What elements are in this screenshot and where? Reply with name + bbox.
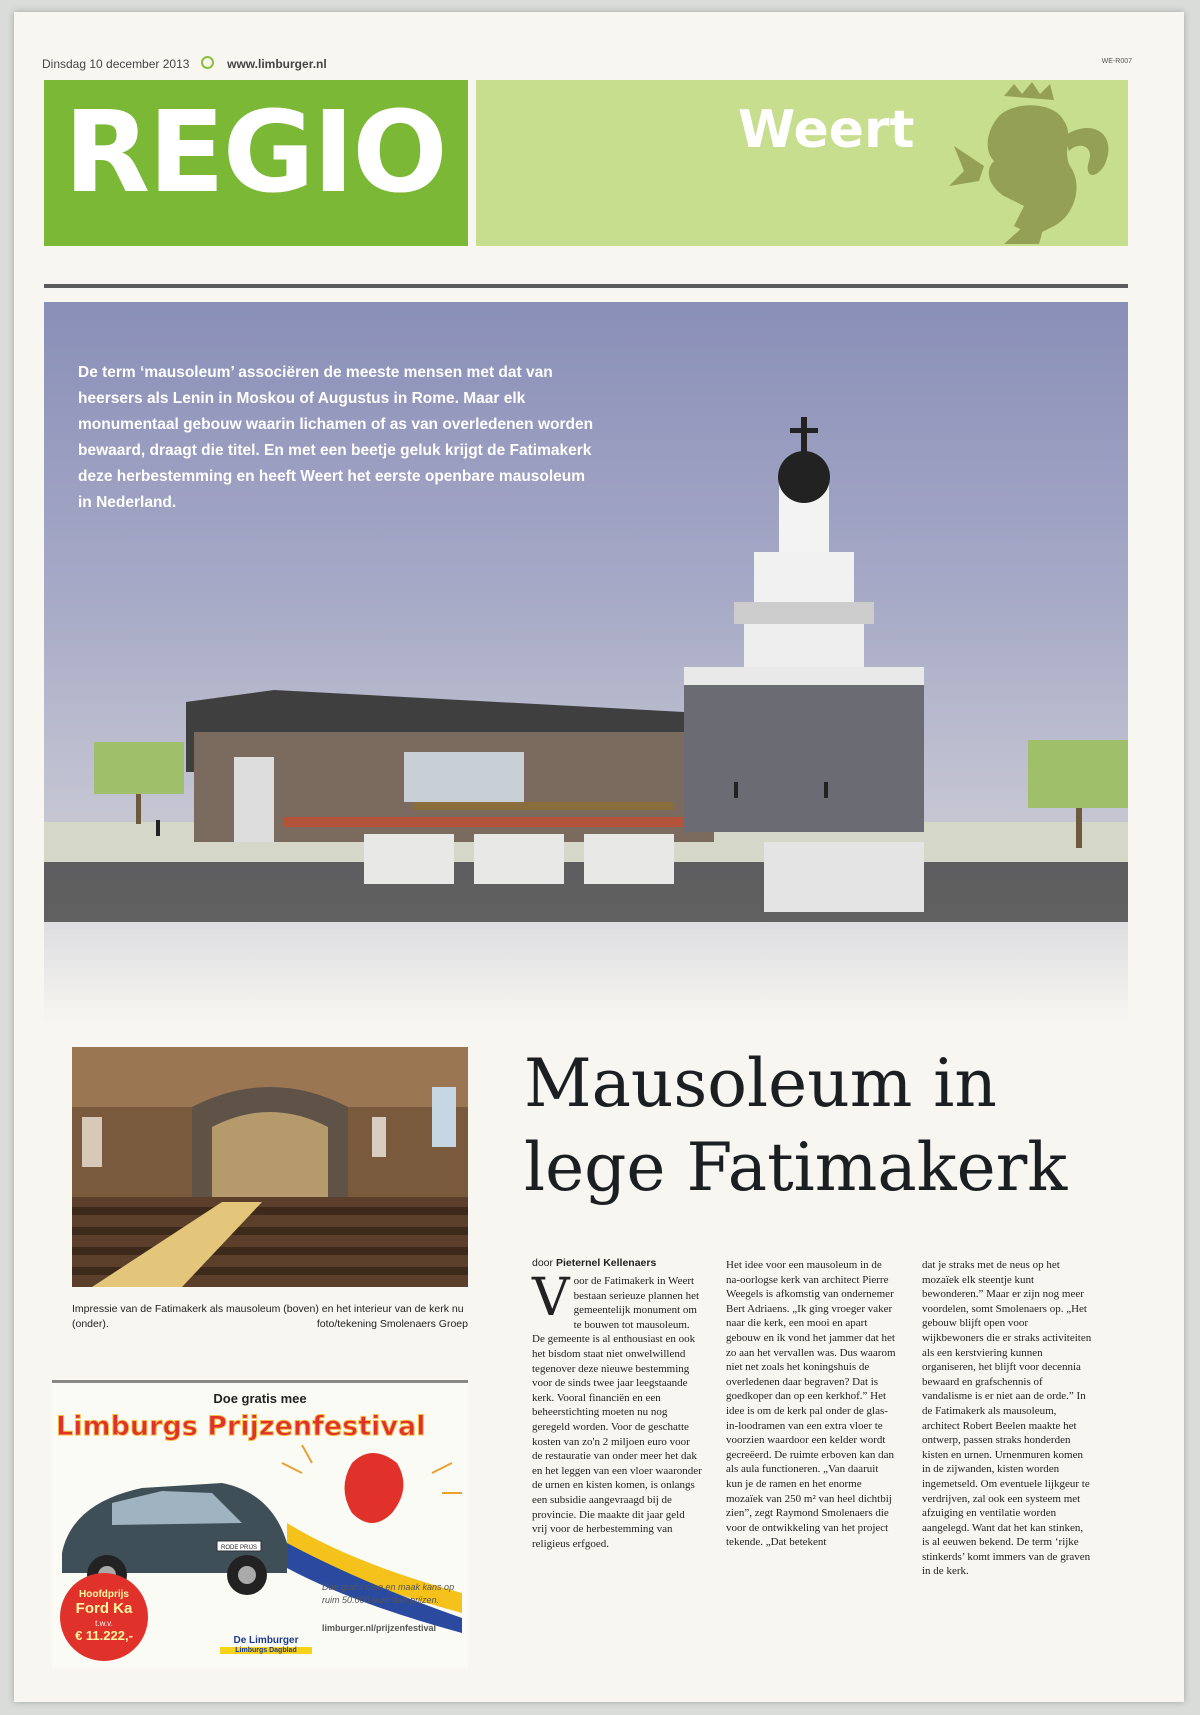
dateline <box>42 56 327 71</box>
main-prize-badge <box>60 1573 148 1661</box>
dropcap: V <box>532 1268 570 1328</box>
photo-caption <box>72 1302 468 1332</box>
town-title: Weert <box>738 100 915 160</box>
caption-text: Impressie van de Fatimakerk als mausoleum (boven) en het interieur van de kerk nu (onder). <box>72 1303 464 1330</box>
ad-tagline: Doe gratis mee <box>213 1391 307 1406</box>
section-rule <box>44 284 1128 288</box>
lion-crest-icon <box>944 80 1124 246</box>
badge-line-3: t.w.v. <box>95 1619 113 1628</box>
section-banner <box>44 80 468 246</box>
site-url: www.limburger.nl <box>227 57 327 71</box>
intro-text: De term ‘mausoleum’ associëren de meeste mensen met dat van heersers als Lenin in Moskou of Augustus in Rome. Maar elk monumentaal gebouw waarin lichamen of as van overledenen worden bewaard, draagt die titel. En met een beetje geluk krijgt de Fatimakerk deze herbestemming en heeft Weert het eerste openbare mausoleum in Nederland. <box>78 364 594 511</box>
town-banner <box>476 80 1128 246</box>
badge-line-1: Hoofdprijs <box>79 1589 129 1600</box>
article-headline: Mausoleum in lege Fatimakerk <box>524 1045 1068 1206</box>
date-text: Dinsdag 10 december 2013 <box>42 57 190 71</box>
circle-icon <box>201 56 214 69</box>
article-column-1 <box>532 1268 702 1551</box>
prize-festival-ad[interactable] <box>52 1380 468 1668</box>
mausoleum-illustration <box>44 302 1128 1022</box>
ad-title: Limburgs Prijzenfestival <box>56 1411 426 1442</box>
article-column-3: dat je straks met de neus op het mozaïek elk steentje kunt bewonderen.” Maar er zijn nog meer voordelen, somt Smolenaers op. „Het gebouw blijft open voor wijkbewoners die er straks activiteiten als een kerstviering kunnen organiseren, het blijft voor decennia bewaard en grafschennis of vandalisme is er niet aan de orde.” In de Fatimakerk als mausoleum, architect Robert Beelen maakte het ontwerp, passen straks honderden kisten en urnen. Urnenmuren komen in de zijwanden, kisten worden ingemetseld. Om eventuele lijkgeur te verdrijven, zal ook een systeem met afzuiging en ventilatie worden aangelegd. Want dat het kan stinken, is al eeuwen bekend. De term ‘rijke stinkerds’ komt immers van de graven in de kerk. <box>922 1259 1092 1578</box>
church-interior-photo <box>72 1047 468 1287</box>
column-1-text: oor de Fatimakerk in Weert bestaan serieuze plannen het gemeentelijk monument om te bouwen tot mausoleum. De gemeente is al enthousiast en ook het bisdom staat niet onwelwillend tegenover deze nieuwe bestemming voor de sinds twee jaar leegstaande kerk. Vooral financiën en een beheerstichting moeten nu nog geregeld worden. Voor de geschatte kosten van zo'n 2 miljoen euro voor de restauratie van onder meer het dak en het leggen van een vloer waaronder de urnen en kisten komen, is onlangs een subsidie aangevraagd bij de provincie. Die maakte dit jaar geld vrij voor de herbestemming van religieus erfgoed. <box>532 1275 702 1550</box>
byline-author: Pieternel Kellenaers <box>555 1257 657 1269</box>
section-title: REGIO <box>64 88 446 218</box>
article-column-2: Het idee voor een mausoleum in de na-oorlogse kerk van architect Pierre Weegels is afkomstig van ondernemer Bert Adriaens. „Ik ging vroeger vaker naar die kerk, een mooi en apart gebouw en ik vond het jammer dat het zo aan het vervallen was. Dus waarom niet net zoals het koningshuis de overledenen daar begraven? Dat is goedkoper dan op een kerkhof.” Het idee is om de kerk pal onder de glas-in-loodramen van een extra vloer te voorzien waardoor een kelder wordt gecreëerd. De ruimte erboven kan dan als aula functioneren. „Van daaruit kun je de ramen en het enorme mozaïek van 250 m² van heel dichtbij zien”, zegt Raymond Smolenaers die voor de ontwikkeling van het project tekende. „Dat betekent <box>726 1259 896 1549</box>
ad-url[interactable]: limburger.nl/prijzenfestival <box>322 1623 437 1633</box>
badge-line-4: € 11.222,- <box>75 1628 133 1643</box>
caption-credit: foto/tekening Smolenaers Groep <box>316 1318 468 1330</box>
church-interior-image <box>72 1047 468 1287</box>
logo-subtitle: Limburgs Dagblad <box>220 1647 312 1654</box>
page-code: WE-R007 <box>1101 58 1132 65</box>
license-plate-text: RODE PRIJS <box>220 1545 258 1551</box>
badge-line-2: Ford Ka <box>75 1600 133 1617</box>
ad-description: Doe gratis mee en maak kans op ruim 50.000 euro aan prijzen. <box>322 1582 455 1605</box>
logo-name: De Limburger <box>233 1635 299 1646</box>
newspaper-page <box>14 12 1184 1702</box>
limburger-logo <box>220 1635 312 1654</box>
byline-prefix: door <box>532 1257 554 1269</box>
